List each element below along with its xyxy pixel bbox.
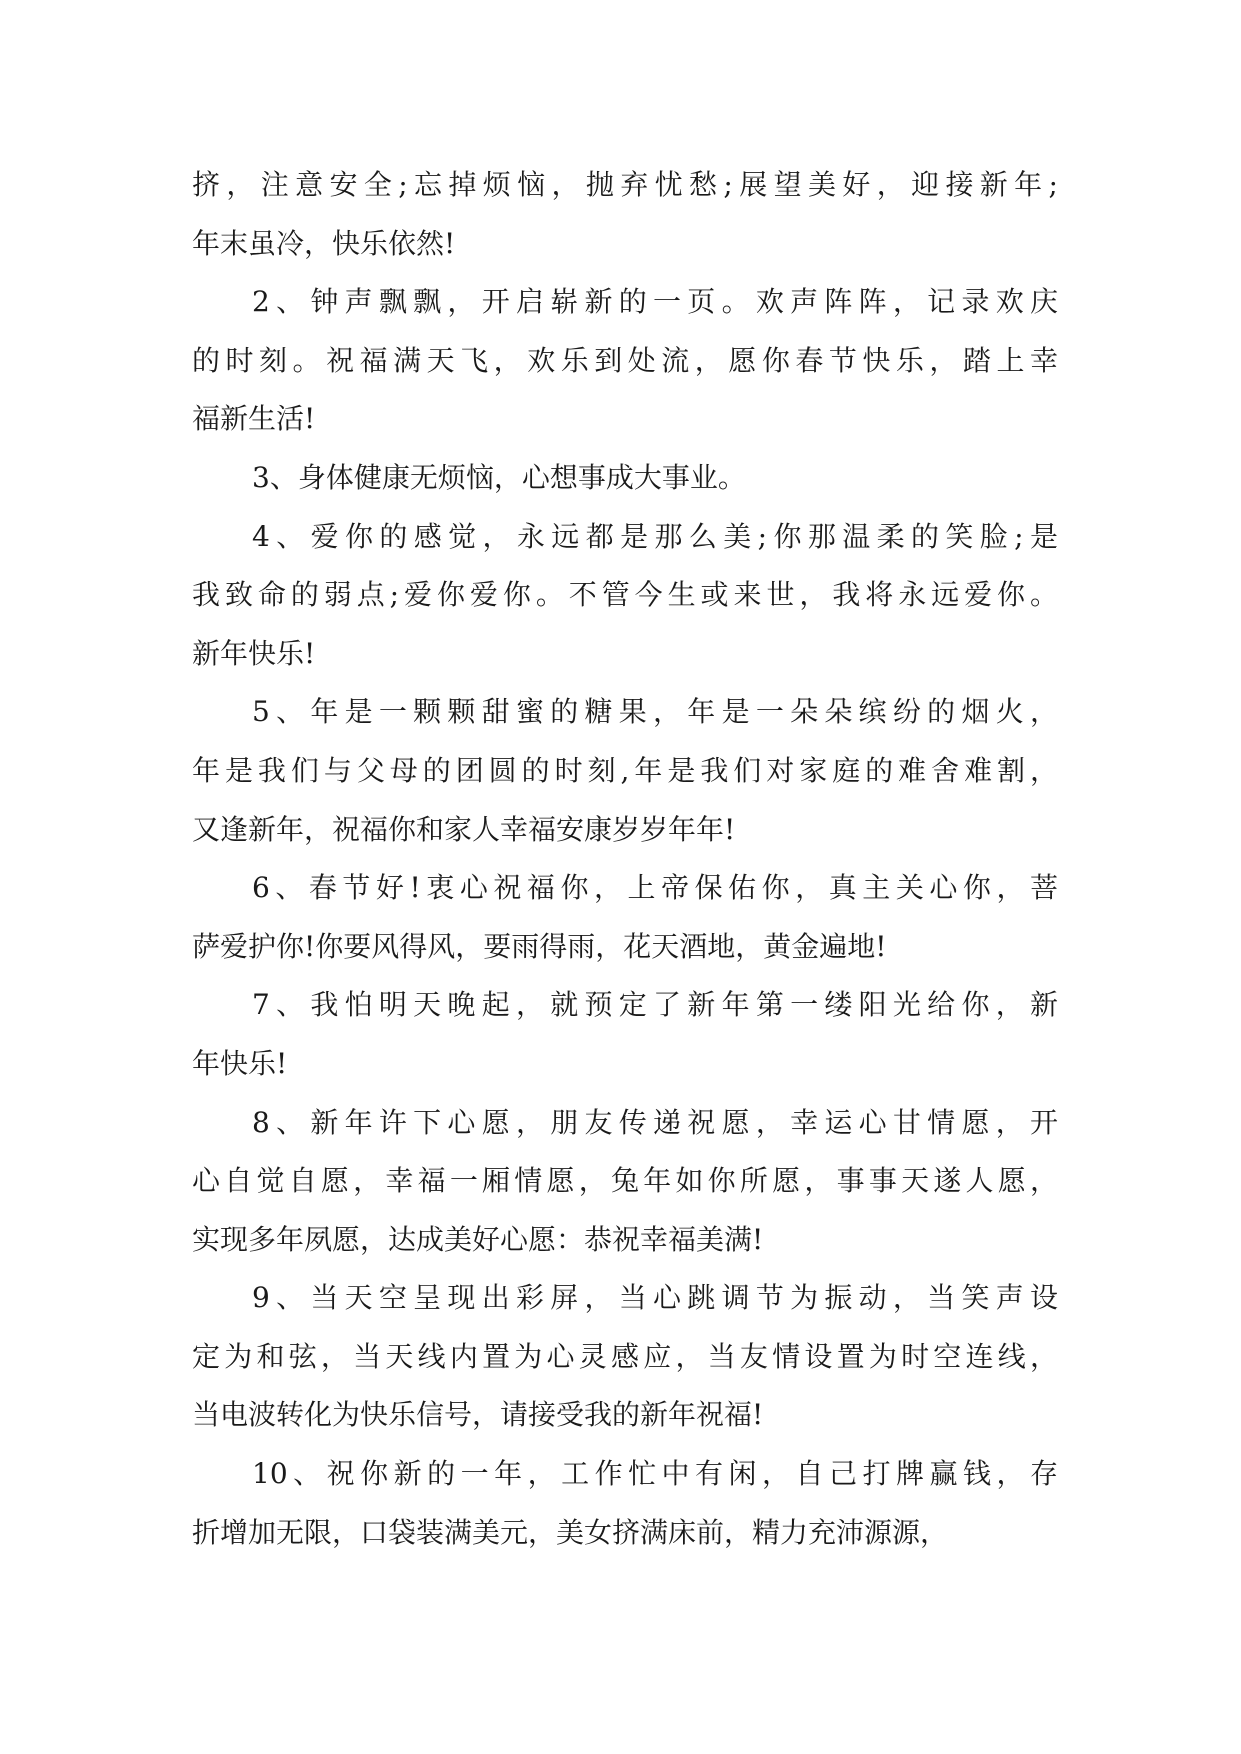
paragraph — [192, 859, 1058, 976]
text-line: 萨爱护你!你要风得风，要雨得雨，花天酒地，黄金遍地! — [192, 929, 887, 963]
paragraph — [192, 508, 1058, 684]
text-line: 5、年是一颗颗甜蜜的糖果，年是一朵朵缤纷的烟火， — [252, 695, 1058, 729]
text-line: 2、钟声飘飘，开启崭新的一页。欢声阵阵，记录欢庆 — [252, 285, 1058, 319]
paragraph — [192, 273, 1058, 449]
text-line: 又逢新年，祝福你和家人幸福安康岁岁年年! — [192, 812, 736, 846]
paragraph — [192, 156, 1058, 273]
text-line: 心自觉自愿，幸福一厢情愿，兔年如你所愿，事事天遂人愿， — [192, 1164, 1058, 1198]
text-line: 年末虽冷，快乐依然! — [192, 226, 456, 260]
paragraph — [192, 1269, 1058, 1445]
paragraph — [192, 683, 1058, 859]
text-line: 新年快乐! — [192, 636, 316, 670]
text-line: 7、我怕明天晚起，就预定了新年第一缕阳光给你，新 — [252, 988, 1058, 1022]
paragraph — [192, 976, 1058, 1093]
text-line: 3、身体健康无烦恼，心想事成大事业。 — [252, 460, 746, 494]
text-line: 4、爱你的感觉，永远都是那么美;你那温柔的笑脸;是 — [252, 519, 1058, 553]
text-line: 实现多年夙愿，达成美好心愿：恭祝幸福美满! — [192, 1222, 764, 1256]
text-line: 定为和弦，当天线内置为心灵感应，当友情设置为时空连线， — [192, 1339, 1058, 1373]
text-line: 挤，注意安全;忘掉烦恼，抛弃忧愁;展望美好，迎接新年; — [192, 168, 1058, 201]
text-line: 8、新年许下心愿，朋友传递祝愿，幸运心甘情愿，开 — [252, 1105, 1058, 1139]
text-line: 当电波转化为快乐信号，请接受我的新年祝福! — [192, 1398, 764, 1432]
paragraph — [192, 1094, 1058, 1270]
text-line: 的时刻。祝福满天飞，欢乐到处流，愿你春节快乐，踏上幸 — [192, 343, 1058, 377]
document-body — [192, 156, 1058, 1562]
text-line: 我致命的弱点;爱你爱你。不管今生或来世，我将永远爱你。 — [192, 578, 1058, 612]
paragraph — [192, 449, 1058, 508]
text-line: 年快乐! — [192, 1046, 288, 1080]
text-line: 福新生活! — [192, 402, 316, 436]
text-line: 6、春节好!衷心祝福你，上帝保佑你，真主关心你，菩 — [252, 871, 1058, 905]
text-line: 9、当天空呈现出彩屏，当心跳调节为振动，当笑声设 — [252, 1281, 1058, 1315]
text-line: 年是我们与父母的团圆的时刻,年是我们对家庭的难舍难割， — [192, 753, 1058, 787]
text-line: 10、祝你新的一年，工作忙中有闲，自己打牌赢钱，存 — [252, 1457, 1058, 1491]
paragraph — [192, 1445, 1058, 1562]
text-line: 折增加无限，口袋装满美元，美女挤满床前，精力充沛源源， — [192, 1515, 949, 1549]
